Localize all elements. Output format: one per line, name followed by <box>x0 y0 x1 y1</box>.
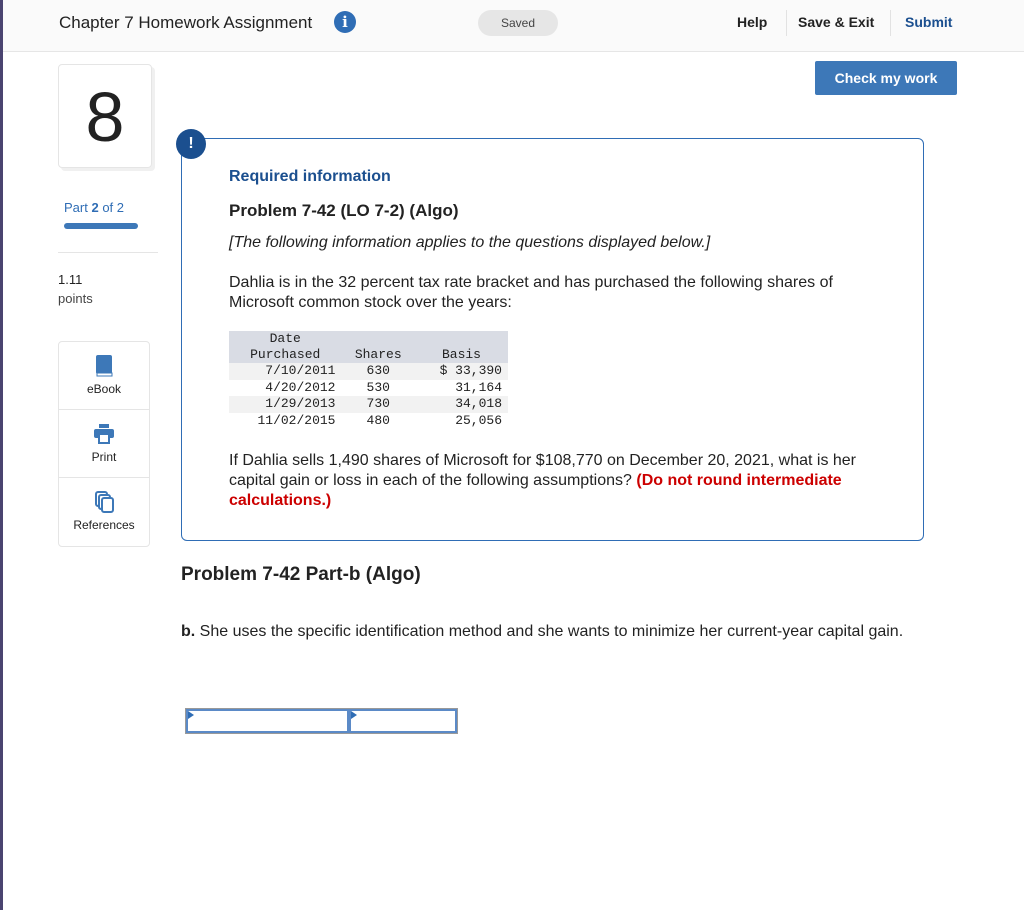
references-button[interactable]: References <box>59 478 149 546</box>
divider <box>58 252 158 253</box>
answer-row <box>185 708 458 734</box>
divider <box>786 10 787 36</box>
table-row: 1/29/2013 730 34,018 <box>229 396 508 413</box>
info-icon[interactable]: i <box>334 11 356 33</box>
purchases-table: Date Purchased Shares Basis 7/10/2011 630 $ 33,390 4/20/2012 530 31,164 1/29/2013 730 34,018 11/02/2015 480 25,056 <box>229 331 508 429</box>
answer-input-amount[interactable] <box>349 709 457 733</box>
alert-icon: ! <box>176 129 206 159</box>
ebook-button[interactable]: eBook <box>59 342 149 410</box>
tools-panel <box>58 341 150 547</box>
check-my-work-button[interactable]: Check my work <box>815 61 957 95</box>
save-exit-link[interactable]: Save & Exit <box>798 14 875 30</box>
copy-icon <box>93 490 115 514</box>
window-edge <box>0 0 3 910</box>
print-button[interactable]: Print <box>59 410 149 478</box>
part-title: Problem 7-42 Part-b (Algo) <box>181 564 421 585</box>
part-progress-bar <box>64 223 138 229</box>
required-heading: Required information <box>229 168 391 185</box>
printer-icon <box>93 422 115 446</box>
points-label: points <box>58 291 93 306</box>
table-row: 4/20/2012 530 31,164 <box>265 379 502 395</box>
info-note: [The following information applies to the questions displayed below.] <box>229 234 711 251</box>
assignment-title: Chapter 7 Homework Assignment <box>59 13 313 32</box>
saved-status: Saved <box>478 10 558 36</box>
book-icon <box>94 354 114 378</box>
divider <box>890 10 891 36</box>
top-bar <box>3 0 1024 52</box>
table-row: 7/10/2011 630 $ 33,390 <box>229 363 508 380</box>
problem-title: Problem 7-42 (LO 7-2) (Algo) <box>229 201 459 220</box>
submit-link[interactable]: Submit <box>905 14 953 30</box>
table-row: 11/02/2015 480 25,056 <box>257 412 502 428</box>
points-value: 1.11 <box>58 272 83 287</box>
question-text: If Dahlia sells 1,490 shares of Microsoft for $108,770 on December 20, 2021, what is her capital gain or loss in each of the following assumptions? (Do not round intermediate calculations.) <box>229 452 857 509</box>
part-indicator: Part 2 of 2 <box>64 200 125 215</box>
help-link[interactable]: Help <box>737 14 768 30</box>
question-number: 8 <box>58 64 152 168</box>
intro-text: Dahlia is in the 32 percent tax rate bracket and has purchased the following shares of Microsoft common stock over the years: <box>229 274 833 311</box>
answer-input-description[interactable] <box>186 709 349 733</box>
part-question: b. She uses the specific identification method and she wants to minimize her current-year capital gain. <box>181 623 904 640</box>
